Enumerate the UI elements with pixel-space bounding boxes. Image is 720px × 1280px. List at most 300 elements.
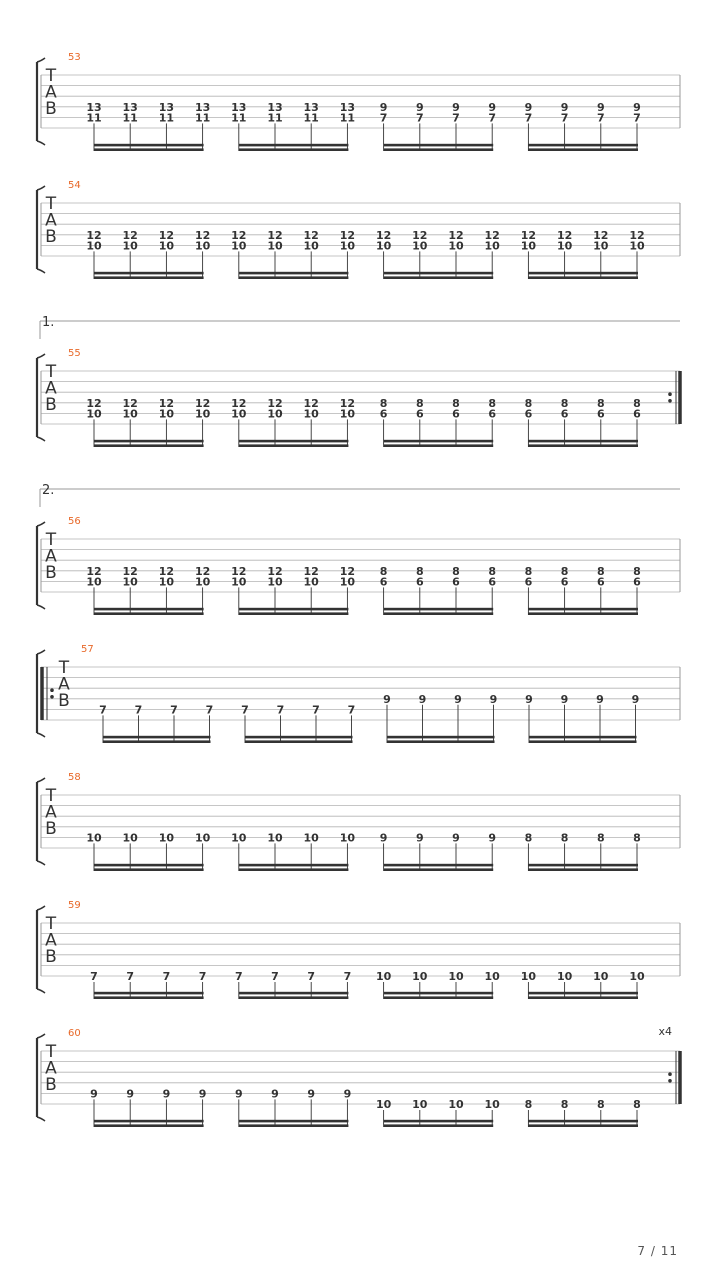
beam — [94, 148, 204, 151]
beam — [239, 608, 349, 611]
tab-system — [37, 900, 680, 999]
fret-number: 13 — [231, 100, 247, 114]
fret-number: 7 — [415, 111, 424, 125]
beam — [387, 736, 495, 739]
fret-number: 10 — [231, 239, 247, 253]
fret-number: 12 — [448, 228, 464, 242]
tab-clef-letter: B — [45, 563, 57, 583]
beam — [239, 440, 349, 443]
fret-number: 10 — [194, 239, 211, 253]
system-bracket — [37, 906, 45, 910]
fret-number: 7 — [452, 111, 460, 125]
fret-number: 6 — [524, 575, 533, 589]
fret-number: 10 — [412, 1098, 428, 1111]
tab-clef-letter: B — [45, 819, 57, 839]
system-bracket — [37, 778, 45, 782]
beam — [384, 440, 494, 443]
fret-number: 6 — [596, 407, 605, 421]
fret-number: 12 — [86, 396, 102, 410]
fret-number: 6 — [560, 407, 569, 421]
tab-clef-letter: T — [45, 362, 57, 382]
system-bracket — [37, 354, 45, 358]
fret-number: 12 — [267, 228, 283, 242]
system-bracket — [37, 522, 45, 526]
beam — [384, 1120, 494, 1123]
fret-number: 8 — [415, 564, 424, 578]
beam — [239, 148, 349, 151]
fret-number: 10 — [231, 575, 247, 589]
fret-number: 7 — [241, 703, 249, 717]
repeat-dot — [668, 1079, 672, 1083]
tab-clef-letter: B — [45, 947, 57, 967]
fret-number: 12 — [122, 564, 138, 578]
fret-number: 6 — [415, 575, 424, 589]
fret-number: 11 — [122, 111, 138, 125]
fret-number: 8 — [452, 564, 460, 578]
fret-number: 10 — [267, 407, 283, 421]
fret-number: 13 — [339, 100, 356, 114]
fret-number: 11 — [339, 111, 356, 125]
measure-number: 53 — [68, 52, 81, 63]
fret-number: 8 — [488, 396, 497, 410]
tab-clef-letter: A — [45, 1058, 57, 1079]
fret-number: 10 — [629, 239, 645, 253]
fret-number: 10 — [520, 239, 537, 253]
fret-number: 10 — [484, 239, 500, 253]
beam — [528, 148, 638, 151]
fret-number: 10 — [484, 1098, 500, 1111]
measure-number: 59 — [68, 900, 81, 911]
fret-number: 7 — [198, 970, 207, 983]
fret-number: 10 — [158, 831, 175, 845]
beam — [528, 608, 638, 611]
fret-number: 9 — [379, 831, 388, 845]
fret-number: 12 — [158, 564, 175, 578]
beam — [94, 276, 204, 279]
fret-number: 10 — [158, 239, 175, 253]
beam — [239, 868, 349, 871]
system-bracket — [37, 186, 45, 190]
beam — [94, 992, 204, 995]
fret-number: 8 — [379, 396, 388, 410]
fret-number: 8 — [633, 1098, 641, 1111]
fret-number: 8 — [415, 396, 424, 410]
fret-number: 13 — [86, 100, 102, 114]
fret-number: 8 — [524, 396, 533, 410]
fret-number: 12 — [122, 396, 138, 410]
system-bracket — [37, 437, 45, 441]
tab-system — [37, 180, 680, 279]
beam — [528, 1124, 638, 1127]
system-bracket — [37, 861, 45, 865]
fret-number: 10 — [339, 831, 356, 845]
beam — [245, 740, 353, 743]
fret-number: 12 — [339, 396, 356, 410]
tab-clef-letter: A — [58, 674, 70, 695]
fret-number: 11 — [267, 111, 283, 125]
fret-number: 7 — [488, 111, 497, 125]
beam — [528, 612, 638, 615]
beam — [239, 864, 349, 867]
fret-number: 8 — [379, 564, 388, 578]
fret-number: 13 — [267, 100, 283, 114]
fret-number: 10 — [412, 239, 428, 253]
fret-number: 10 — [303, 407, 319, 421]
beam — [528, 144, 638, 147]
beam — [384, 608, 494, 611]
fret-number: 6 — [633, 407, 641, 421]
fret-number: 10 — [194, 575, 211, 589]
fret-number: 12 — [194, 228, 211, 242]
fret-number: 9 — [560, 692, 569, 706]
fret-number: 9 — [126, 1087, 135, 1101]
fret-number: 10 — [339, 407, 356, 421]
repeat-dot — [50, 688, 54, 692]
fret-number: 13 — [194, 100, 211, 114]
fret-number: 10 — [86, 575, 102, 589]
fret-number: 9 — [198, 1087, 207, 1101]
repeat-count: x4 — [658, 1025, 672, 1038]
beam — [239, 612, 349, 615]
fret-number: 9 — [488, 100, 497, 114]
beam — [245, 736, 353, 739]
fret-number: 9 — [560, 100, 569, 114]
fret-number: 10 — [303, 239, 319, 253]
fret-number: 9 — [90, 1087, 98, 1101]
tab-clef-letter: B — [45, 99, 57, 119]
beam — [239, 992, 349, 995]
beam — [528, 1120, 638, 1123]
fret-number: 12 — [231, 228, 247, 242]
tab-clef-letter: B — [45, 1075, 57, 1095]
fret-number: 9 — [271, 1087, 279, 1101]
measure-number: 58 — [68, 772, 81, 783]
beam — [529, 740, 637, 743]
beam — [239, 276, 349, 279]
tab-system — [37, 1025, 680, 1127]
beam — [103, 740, 211, 743]
beam — [239, 996, 349, 999]
tab-clef-letter: B — [58, 691, 70, 711]
beam — [103, 736, 211, 739]
tab-system — [37, 315, 680, 447]
fret-number: 10 — [593, 970, 609, 983]
fret-number: 6 — [452, 407, 460, 421]
fret-number: 8 — [560, 1098, 569, 1111]
measure-number: 54 — [68, 180, 81, 191]
fret-number: 6 — [596, 575, 605, 589]
fret-number: 10 — [122, 239, 138, 253]
system-bracket — [37, 605, 45, 609]
tab-system — [37, 644, 680, 743]
fret-number: 9 — [633, 100, 641, 114]
fret-number: 7 — [170, 703, 178, 717]
tab-clef-letter: B — [45, 227, 57, 247]
fret-number: 7 — [347, 703, 356, 717]
system-bracket — [37, 650, 45, 654]
fret-number: 10 — [448, 970, 464, 983]
beam — [528, 864, 638, 867]
repeat-dot — [668, 399, 672, 403]
fret-number: 12 — [303, 564, 319, 578]
fret-number: 6 — [488, 407, 497, 421]
tab-clef-letter: B — [45, 395, 57, 415]
beam — [94, 608, 204, 611]
fret-number: 9 — [234, 1087, 243, 1101]
beam — [239, 444, 349, 447]
tab-clef-letter: T — [45, 914, 57, 934]
beam — [387, 740, 495, 743]
volta-label: 2. — [42, 483, 55, 498]
fret-number: 9 — [489, 692, 498, 706]
beam — [384, 864, 494, 867]
fret-number: 10 — [303, 831, 319, 845]
beam — [528, 868, 638, 871]
fret-number: 9 — [631, 692, 640, 706]
fret-number: 10 — [267, 575, 283, 589]
fret-number: 7 — [271, 970, 279, 983]
fret-number: 9 — [488, 831, 497, 845]
beam — [528, 444, 638, 447]
fret-number: 12 — [122, 228, 138, 242]
repeat-dot — [668, 392, 672, 396]
fret-number: 10 — [231, 407, 247, 421]
fret-number: 10 — [194, 407, 211, 421]
fret-number: 8 — [633, 396, 641, 410]
beam — [94, 864, 204, 867]
fret-number: 10 — [448, 1098, 464, 1111]
fret-number: 9 — [383, 692, 391, 706]
fret-number: 7 — [524, 111, 533, 125]
fret-number: 8 — [633, 564, 641, 578]
fret-number: 10 — [375, 1098, 392, 1111]
fret-number: 10 — [122, 575, 138, 589]
fret-number: 12 — [629, 228, 645, 242]
fret-number: 7 — [633, 111, 641, 125]
beam — [384, 996, 494, 999]
fret-number: 8 — [560, 564, 569, 578]
beam — [384, 144, 494, 147]
fret-number: 7 — [379, 111, 388, 125]
fret-number: 8 — [524, 831, 533, 845]
beam — [94, 996, 204, 999]
fret-number: 12 — [412, 228, 428, 242]
system-bracket — [37, 989, 45, 993]
fret-number: 9 — [596, 100, 605, 114]
beam — [94, 444, 204, 447]
fret-number: 10 — [375, 239, 392, 253]
fret-number: 8 — [524, 564, 533, 578]
system-bracket — [37, 58, 45, 62]
fret-number: 10 — [448, 239, 464, 253]
fret-number: 9 — [524, 100, 533, 114]
fret-number: 8 — [596, 1098, 605, 1111]
fret-number: 7 — [162, 970, 171, 983]
fret-number: 8 — [524, 1098, 533, 1111]
beam — [528, 276, 638, 279]
fret-number: 10 — [158, 407, 175, 421]
fret-number: 9 — [452, 100, 460, 114]
beam — [528, 272, 638, 275]
fret-number: 10 — [484, 970, 500, 983]
fret-number: 8 — [488, 564, 497, 578]
tab-clef-letter: T — [45, 66, 57, 86]
beam — [239, 1124, 349, 1127]
fret-number: 9 — [454, 692, 462, 706]
fret-number: 6 — [633, 575, 641, 589]
fret-number: 11 — [303, 111, 319, 125]
fret-number: 12 — [194, 396, 211, 410]
tab-clef-letter: A — [45, 378, 57, 399]
fret-number: 9 — [452, 831, 460, 845]
fret-number: 9 — [415, 100, 424, 114]
fret-number: 10 — [86, 407, 102, 421]
fret-number: 9 — [418, 692, 427, 706]
fret-number: 7 — [312, 703, 320, 717]
tab-clef-letter: T — [45, 530, 57, 550]
beam — [384, 444, 494, 447]
fret-number: 7 — [205, 703, 214, 717]
fret-number: 12 — [231, 564, 247, 578]
fret-number: 10 — [339, 575, 356, 589]
fret-number: 12 — [267, 564, 283, 578]
fret-number: 9 — [525, 692, 533, 706]
measure-number: 60 — [68, 1028, 81, 1039]
tab-clef-letter: T — [45, 1042, 57, 1062]
beam — [94, 144, 204, 147]
fret-number: 10 — [629, 970, 645, 983]
tab-clef-letter: A — [45, 82, 57, 103]
beam — [384, 992, 494, 995]
fret-number: 7 — [90, 970, 98, 983]
fret-number: 10 — [267, 239, 283, 253]
system-bracket — [37, 1117, 45, 1121]
beam — [384, 148, 494, 151]
fret-number: 11 — [231, 111, 247, 125]
fret-number: 6 — [379, 407, 388, 421]
fret-number: 9 — [415, 831, 424, 845]
fret-number: 10 — [231, 831, 247, 845]
fret-number: 12 — [303, 228, 319, 242]
fret-number: 12 — [556, 228, 573, 242]
fret-number: 10 — [86, 239, 102, 253]
beam — [384, 276, 494, 279]
beam — [384, 272, 494, 275]
fret-number: 13 — [158, 100, 175, 114]
beam — [94, 272, 204, 275]
fret-number: 10 — [556, 239, 573, 253]
fret-number: 9 — [343, 1087, 352, 1101]
beam — [239, 1120, 349, 1123]
fret-number: 12 — [267, 396, 283, 410]
fret-number: 12 — [339, 228, 356, 242]
fret-number: 9 — [379, 100, 388, 114]
fret-number: 7 — [276, 703, 285, 717]
fret-number: 6 — [415, 407, 424, 421]
fret-number: 10 — [593, 239, 609, 253]
tab-system — [37, 772, 680, 871]
fret-number: 8 — [596, 396, 605, 410]
system-bracket — [37, 269, 45, 273]
fret-number: 12 — [339, 564, 356, 578]
fret-number: 6 — [560, 575, 569, 589]
fret-number: 10 — [122, 831, 138, 845]
tab-clef-letter: T — [58, 658, 70, 678]
beam — [384, 1124, 494, 1127]
fret-number: 7 — [99, 703, 107, 717]
fret-number: 11 — [194, 111, 211, 125]
fret-number: 6 — [488, 575, 497, 589]
fret-number: 12 — [303, 396, 319, 410]
fret-number: 7 — [307, 970, 316, 983]
fret-number: 10 — [158, 575, 175, 589]
fret-number: 7 — [596, 111, 605, 125]
fret-number: 12 — [86, 228, 102, 242]
tab-clef-letter: A — [45, 210, 57, 231]
fret-number: 12 — [194, 564, 211, 578]
beam — [94, 612, 204, 615]
system-bracket — [37, 733, 45, 737]
fret-number: 10 — [86, 831, 102, 845]
measure-number: 55 — [68, 348, 81, 359]
repeat-dot — [668, 1072, 672, 1076]
fret-number: 10 — [412, 970, 428, 983]
repeat-dot — [50, 695, 54, 699]
fret-number: 8 — [596, 564, 605, 578]
beam — [384, 868, 494, 871]
fret-number: 12 — [593, 228, 609, 242]
system-bracket — [37, 141, 45, 145]
tab-clef-letter: A — [45, 930, 57, 951]
fret-number: 12 — [520, 228, 537, 242]
fret-number: 9 — [162, 1087, 171, 1101]
fret-number: 8 — [560, 831, 569, 845]
tab-clef-letter: T — [45, 786, 57, 806]
beam — [94, 1124, 204, 1127]
fret-number: 12 — [158, 396, 175, 410]
fret-number: 7 — [343, 970, 352, 983]
fret-number: 12 — [158, 228, 175, 242]
tab-clef-letter: A — [45, 546, 57, 567]
fret-number: 13 — [303, 100, 319, 114]
fret-number: 7 — [134, 703, 143, 717]
fret-number: 11 — [158, 111, 175, 125]
fret-number: 6 — [379, 575, 388, 589]
fret-number: 6 — [452, 575, 460, 589]
fret-number: 7 — [560, 111, 569, 125]
fret-number: 12 — [231, 396, 247, 410]
beam — [528, 440, 638, 443]
fret-number: 12 — [484, 228, 500, 242]
system-bracket — [37, 1034, 45, 1038]
beam — [528, 996, 638, 999]
beam — [239, 272, 349, 275]
fret-number: 8 — [633, 831, 641, 845]
fret-number: 12 — [375, 228, 392, 242]
measure-number: 56 — [68, 516, 81, 527]
fret-number: 11 — [86, 111, 102, 125]
beam — [94, 440, 204, 443]
fret-number: 10 — [267, 831, 283, 845]
measure-number: 57 — [81, 644, 94, 655]
fret-number: 10 — [339, 239, 356, 253]
beam — [239, 144, 349, 147]
fret-number: 9 — [596, 692, 604, 706]
fret-number: 10 — [303, 575, 319, 589]
fret-number: 10 — [375, 970, 392, 983]
fret-number: 9 — [307, 1087, 316, 1101]
fret-number: 10 — [556, 970, 573, 983]
